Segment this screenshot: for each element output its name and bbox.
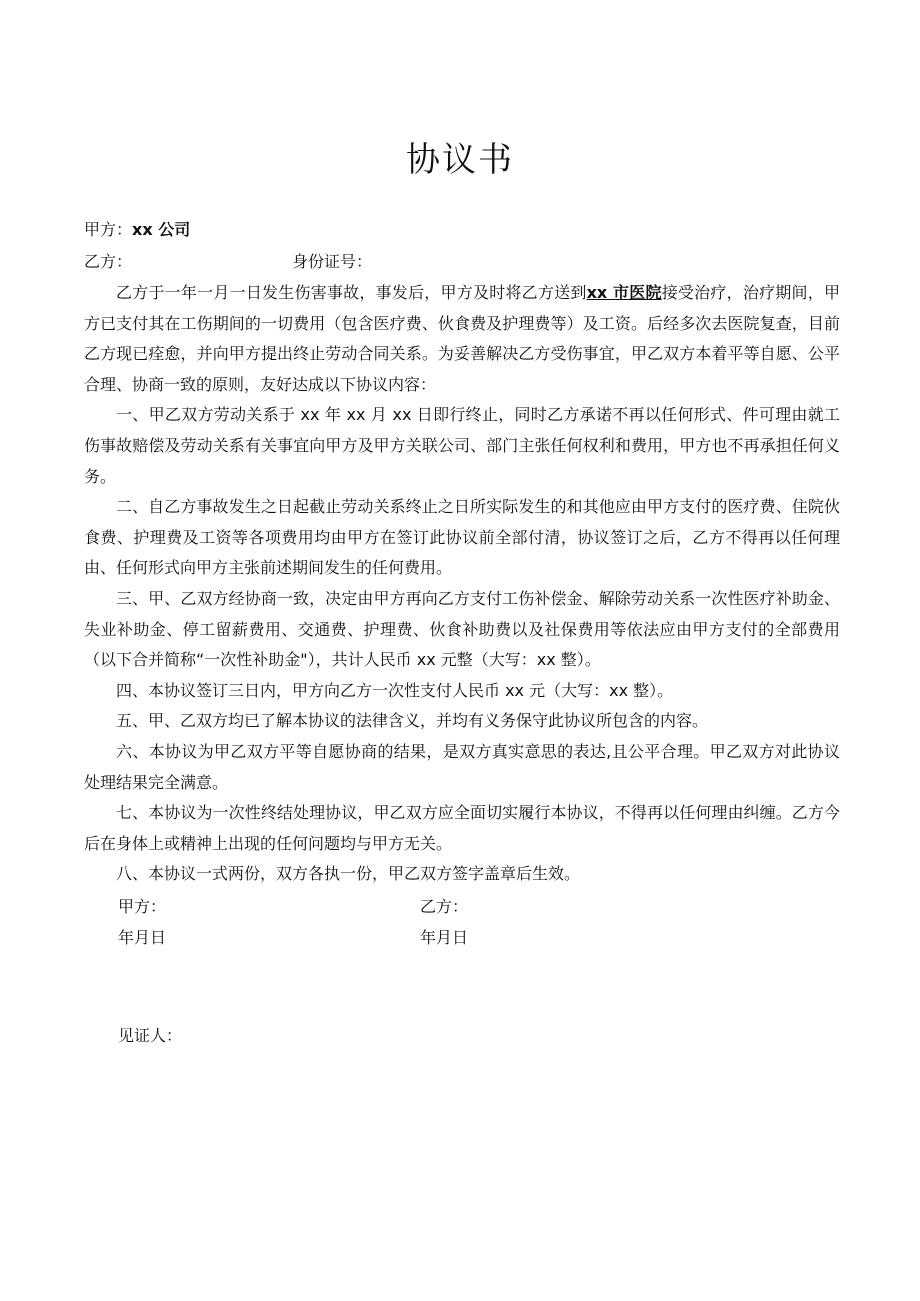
party-b-line — [84, 252, 373, 272]
intro-paragraph — [84, 278, 840, 400]
party-b-label: 乙方： — [84, 252, 133, 271]
clause-6: 六、本协议为甲乙双方平等自愿协商的结果，是双方真实意思的表达,且公平合理。甲乙双方对此协议处理结果完全满意。 — [84, 741, 840, 792]
party-a-label: 甲方： — [84, 220, 133, 239]
clause-2: 二、自乙方事故发生之日起截止劳动关系终止之日所实际发生的和其他应由甲方支付的医疗费、住院伙食费、护理费及工资等各项费用均由甲方在签订此协议前全部付清，协议签订之后，乙方不得再以任何理由、任何形式向甲方主张前述期间发生的任何费用。 — [84, 497, 840, 578]
clause-7: 七、本协议为一次性终结处理协议，甲乙双方应全面切实履行本协议，不得再以任何理由纠缠。乙方今后在身体上或精神上出现的任何问题均与甲方无关。 — [84, 803, 840, 853]
signature-party-b: 乙方： — [420, 897, 469, 916]
intro-part-2: 接受治疗，治疗期间，甲方已支付其在工伤期间的一切费用（包含医疗费、伙食费及护理费等）及工资。后经多次去医院复查，目前乙方现已痊愈，并向甲方提出终止劳动合同关系。为妥善解决乙方受伤事宜，甲乙双方本着平等自愿、公平合理、协商一致的原则，友好达成以下协议内容： — [84, 283, 840, 394]
document-title: 协议书 — [406, 140, 514, 180]
clause-5: 五、甲、乙双方均已了解本协议的法律含义，并均有义务保守此协议所包含的内容。 — [116, 711, 709, 731]
date-party-b: 年月日 — [420, 928, 469, 947]
witness-label: 见证人： — [118, 1026, 183, 1045]
party-a-line — [84, 220, 190, 240]
date-party-a: 年月日 — [118, 928, 167, 947]
agreement-body — [84, 278, 840, 890]
clause-4: 四、本协议签订三日内，甲方向乙方一次性支付人民币 xx 元（大写：xx 整）。 — [116, 680, 674, 700]
clause-8: 八、本协议一式两份，双方各执一份，甲乙双方签字盖章后生效。 — [116, 864, 581, 884]
clause-3: 三、甲、乙双方经协商一致，决定由甲方再向乙方支付工伤补偿金、解除劳动关系一次性医疗补助金、失业补助金、停工留薪费用、交通费、护理费、伙食补助费以及社保费用等依法应由甲方支付的全部费用（以下合并简称“一次性补助金"），共计人民币 xx 元整（大写：xx 整）。 — [84, 588, 840, 670]
intro-part-1: 乙方于一年一月一日发生伤害事故，事发后，甲方及时将乙方送到 — [116, 283, 587, 302]
clause-1: 一、甲乙双方劳动关系于 xx 年 xx 月 xx 日即行终止，同时乙方承诺不再以任何形式、件可理由就工伤事故赔偿及劳动关系有关事宜向甲方及甲方关联公司、部门主张任何权利和费用，甲方也不再承担任何义务。 — [84, 405, 840, 486]
party-a-value: xx 公司 — [132, 220, 191, 239]
signature-party-a: 甲方： — [118, 897, 167, 916]
id-number-label: 身份证号： — [292, 252, 373, 271]
hospital-name: xx 市医院 — [586, 283, 662, 302]
